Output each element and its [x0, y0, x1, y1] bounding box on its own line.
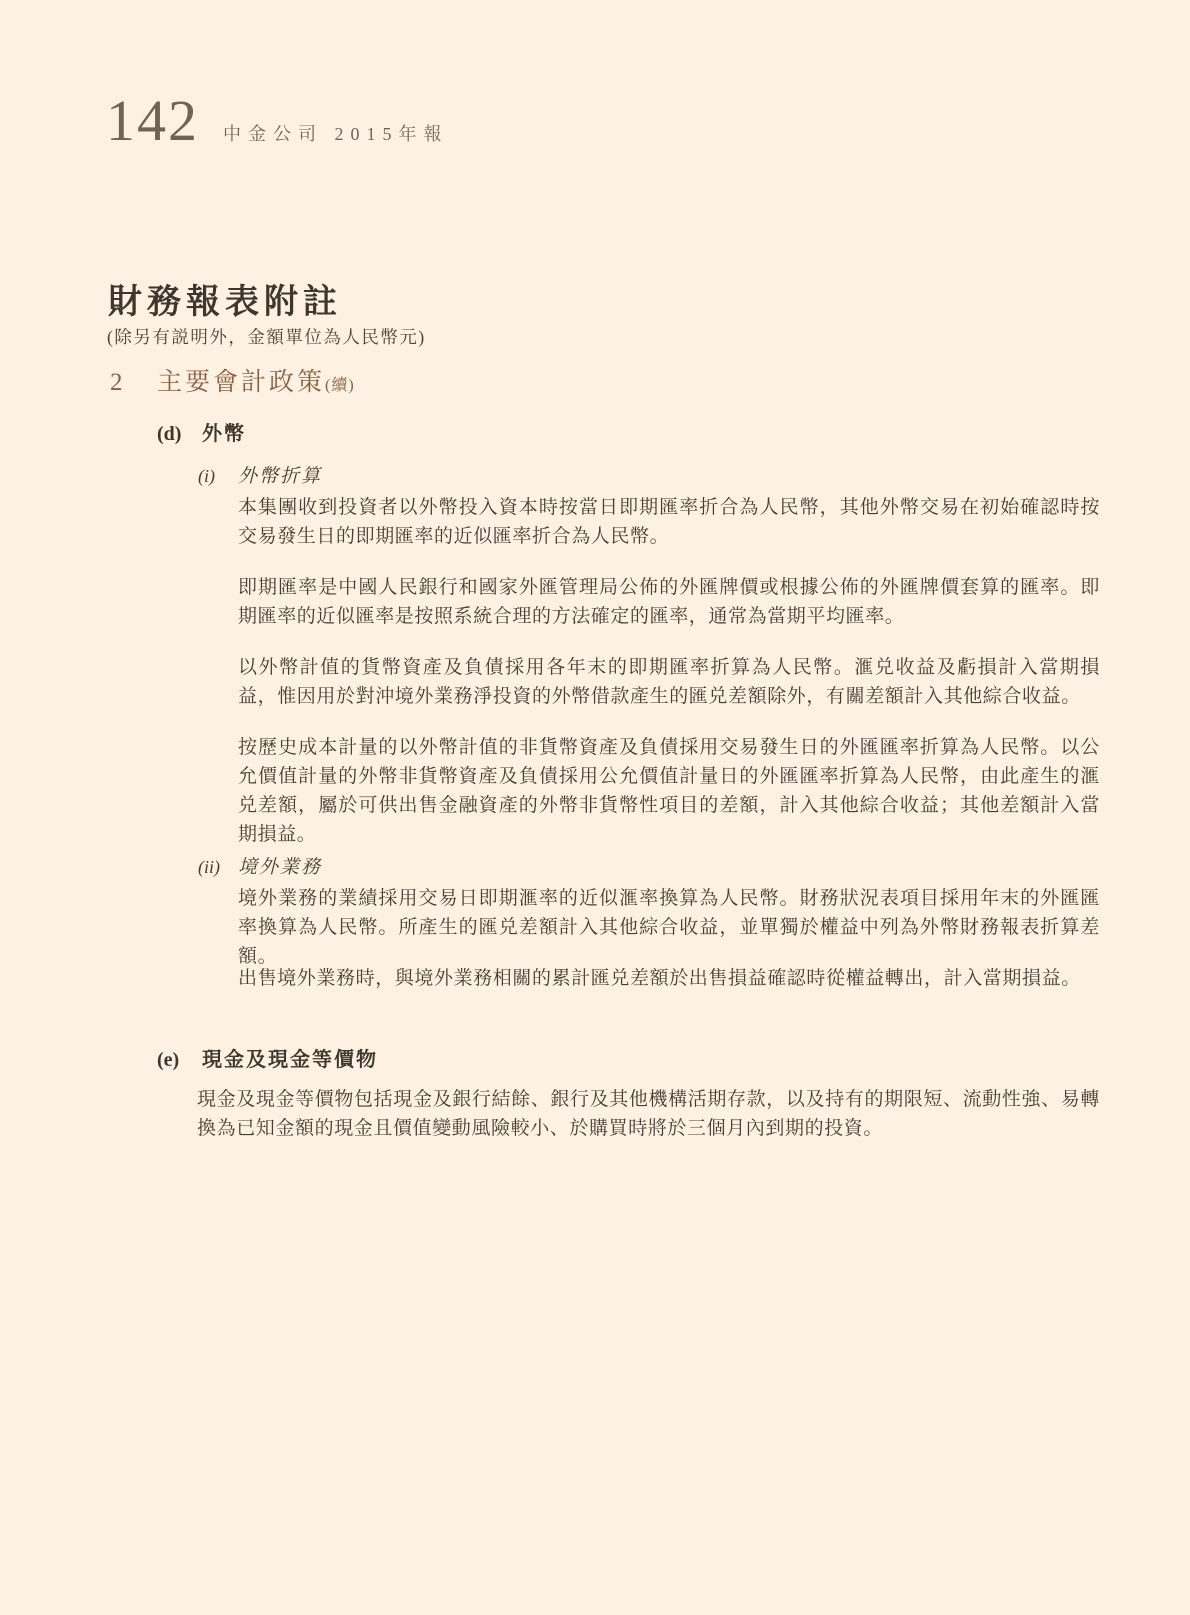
page-number: 142 [106, 88, 199, 153]
item-ii-heading [198, 852, 322, 879]
subsection-e-heading [157, 1043, 378, 1072]
paragraph-spot-rate: 即期匯率是中國人民銀行和國家外匯管理局公佈的外匯牌價或根據公佈的外匯牌價套算的匯率。即期匯率的近似匯率是按照系統合理的方法確定的匯率，通常為當期平均匯率。 [238, 577, 1100, 627]
paragraph-nonmonetary-assets: 按歷史成本計量的以外幣計值的非貨幣資產及負債採用交易發生日的外匯匯率折算為人民幣。以公允價值計量的外幣非貨幣資產及負債採用公允價值計量日的外匯匯率折算為人民幣，由此產生的滙兑差額，屬於可供出售金融資產的外幣非貨幣性項目的差額，計入其他綜合收益；其他差額計入當期損益。 [238, 737, 1100, 845]
subsection-d-heading [157, 417, 246, 446]
paragraph-foreign-operations: 境外業務的業績採用交易日即期滙率的近似滙率換算為人民幣。財務狀況表項目採用年末的外匯匯率換算為人民幣。所產生的匯兑差額計入其他綜合收益，並單獨於權益中列為外幣財務報表折算差額。 [238, 888, 1100, 967]
document-title: 財務報表附註 [108, 284, 342, 321]
item-ii-marker: (ii) [198, 857, 220, 877]
subsection-e-title: 現金及現金等價物 [202, 1049, 378, 1071]
item-i-heading [198, 461, 322, 488]
document-subtitle: (除另有説明外，金額單位為人民幣元) [107, 327, 426, 347]
item-ii-title: 境外業務 [238, 857, 323, 878]
item-i-marker: (i) [198, 466, 215, 486]
section-number: 2 [110, 369, 123, 396]
paragraph-foreign-capital: 本集團收到投資者以外幣投入資本時按當日即期匯率折合為人民幣，其他外幣交易在初始確認時按交易發生日的即期匯率的近似匯率折合為人民幣。 [238, 497, 1100, 547]
section-title-text: 主要會計政策 [157, 369, 326, 396]
page-header [106, 88, 449, 153]
item-i-title: 外幣折算 [238, 466, 323, 487]
subsection-e-marker: (e) [157, 1049, 180, 1071]
subsection-d-marker: (d) [157, 423, 182, 445]
paragraph-cash-equivalents: 現金及現金等價物包括現金及銀行結餘、銀行及其他機構活期存款，以及持有的期限短、流動性強、易轉換為已知金額的現金且價值變動風險較小、於購買時將於三個月內到期的投資。 [197, 1089, 1100, 1139]
paragraph-monetary-assets: 以外幣計值的貨幣資產及負債採用各年末的即期匯率折算為人民幣。滙兑收益及虧損計入當期損益，惟因用於對沖境外業務淨投資的外幣借款產生的匯兑差額除外，有關差額計入其他綜合收益。 [238, 657, 1100, 707]
subsection-d-title: 外幣 [202, 423, 246, 445]
section-heading [110, 362, 355, 398]
section-title-suffix: (續) [325, 377, 355, 394]
paragraph-disposal: 出售境外業務時，與境外業務相關的累計匯兑差額於出售損益確認時從權益轉出，計入當期損益。 [238, 968, 1081, 989]
section-title [157, 362, 355, 398]
report-name: 中金公司 2015年報 [223, 124, 449, 144]
